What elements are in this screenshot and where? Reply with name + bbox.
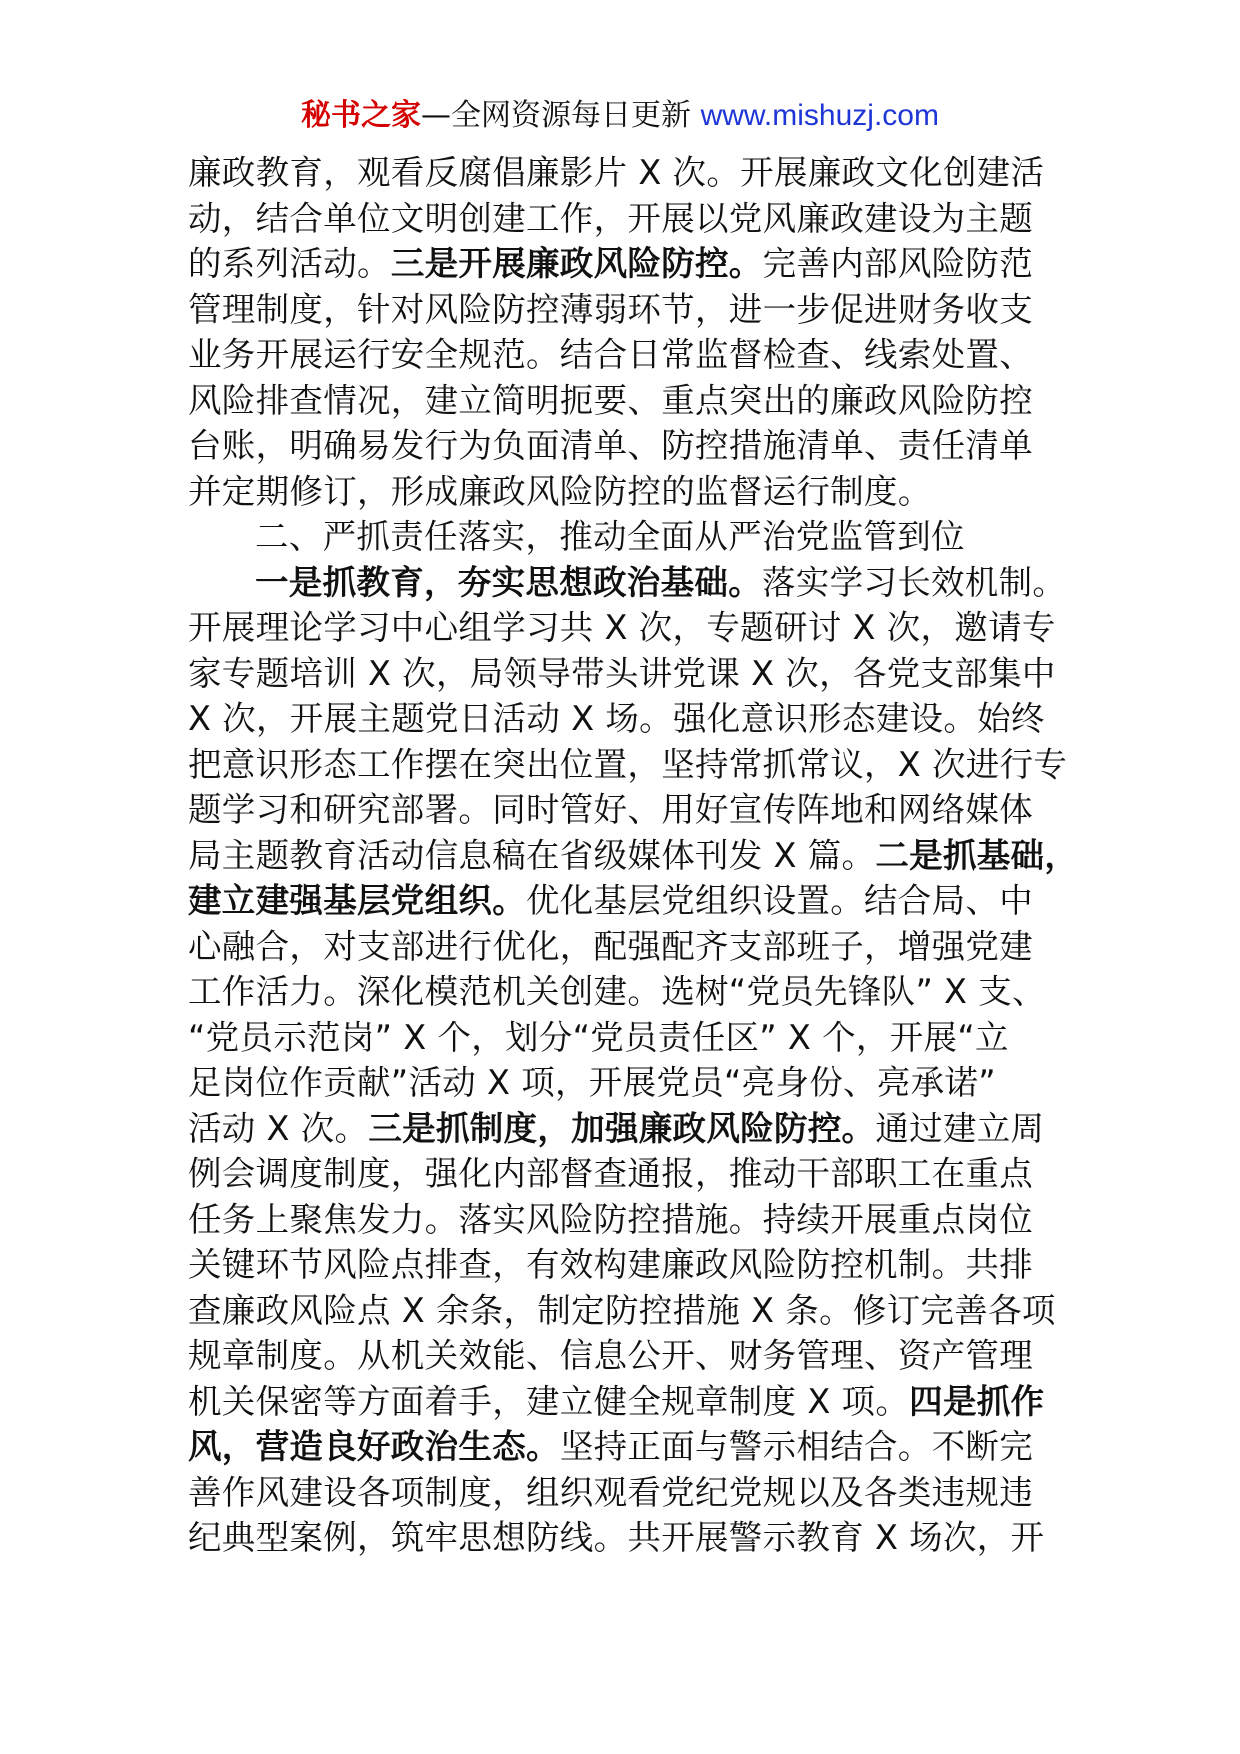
body-text-segment: 家专题培训 X 次，局领导带头讲党课 X 次，各党支部集中 xyxy=(188,653,1056,693)
paragraph-line xyxy=(188,241,1068,287)
paragraph-line xyxy=(188,924,1068,970)
body-text-segment: 足岗位作贡献”活动 X 项，开展党员“亮身份、亮承诺” xyxy=(188,1063,996,1102)
body-text-segment: 机关保密等方面着手，建立健全规章制度 X 项。 xyxy=(188,1381,910,1421)
paragraph-line xyxy=(188,1288,1068,1334)
paragraph-line xyxy=(188,1151,1068,1197)
body-text-segment: “党员示范岗” X 个，划分“党员责任区” X 个，开展“立 xyxy=(188,1017,1009,1057)
site-brand: 秘书之家 xyxy=(301,98,422,133)
body-text-segment: 纪典型案例，筑牢思想防线。共开展警示教育 X 场次，开 xyxy=(188,1518,1045,1557)
bold-heading-text: 四是抓作 xyxy=(909,1381,1045,1421)
bold-heading-text: 一是抓教育，夯实思想政治基础。 xyxy=(255,562,762,602)
paragraph-line xyxy=(188,1015,1068,1061)
paragraph-line xyxy=(188,1470,1068,1516)
paragraph-line xyxy=(188,150,1068,196)
body-text-segment: 把意识形态工作摆在突出位置，坚持常抓常议，X 次进行专 xyxy=(188,744,1068,784)
site-header xyxy=(0,96,1240,136)
body-text-segment: 并定期修订，形成廉政风险防控的监督运行制度。 xyxy=(188,471,932,511)
body-text-segment: 二、严抓责任落实，推动全面从严治党监管到位 xyxy=(255,517,965,556)
paragraph-line xyxy=(188,332,1068,378)
body-text-segment: 落实学习长效机制。 xyxy=(762,562,1067,602)
bold-heading-text: 二是抓基础， xyxy=(875,835,1079,875)
paragraph-line xyxy=(188,651,1068,697)
body-text-segment: 例会调度制度，强化内部督查通报，推动干部职工在重点 xyxy=(188,1154,1033,1193)
paragraph-line xyxy=(188,878,1068,924)
body-text-segment: 规章制度。从机关效能、信息公开、财务管理、资产管理 xyxy=(188,1336,1033,1375)
body-text-segment: 风险排查情况，建立简明扼要、重点突出的廉政风险防控 xyxy=(188,380,1033,420)
body-text-segment: 开展理论学习中心组学习共 X 次，专题研讨 X 次，邀请专 xyxy=(188,608,1056,647)
body-text-segment: 优化基层党组织设置。结合局、中 xyxy=(526,881,1033,920)
paragraph-line xyxy=(188,196,1068,242)
paragraph-line-indented xyxy=(188,514,1068,560)
bold-heading-text: 风，营造良好政治生态。 xyxy=(188,1427,560,1466)
paragraph-line-indented xyxy=(188,560,1068,606)
body-text-segment: 台账，明确易发行为负面清单、防控措施清单、责任清单 xyxy=(188,426,1033,465)
body-text-segment: 业务开展运行安全规范。结合日常监督检查、线索处置、 xyxy=(188,335,1033,374)
body-text-segment: 任务上聚焦发力。落实风险防控措施。持续开展重点岗位 xyxy=(188,1199,1033,1239)
paragraph-line xyxy=(188,605,1068,651)
paragraph-line xyxy=(188,1242,1068,1288)
bold-heading-text: 建立建强基层党组织。 xyxy=(188,881,526,920)
paragraph-line xyxy=(188,378,1068,424)
body-text-segment: 动，结合单位文明创建工作，开展以党风廉政建设为主题 xyxy=(188,198,1033,238)
body-text-segment: 的系列活动。 xyxy=(188,244,391,283)
body-text-segment: 查廉政风险点 X 余条，制定防控措施 X 条。修订完善各项 xyxy=(188,1290,1056,1330)
body-text-segment: 活动 X 次。 xyxy=(188,1108,369,1148)
site-tagline: 全网资源每日更新 xyxy=(451,98,692,133)
paragraph-line xyxy=(188,1424,1068,1470)
bold-heading-text: 三是开展廉政风险防控。 xyxy=(390,244,763,283)
body-text-segment: 通过建立周 xyxy=(875,1108,1045,1148)
paragraph-line xyxy=(188,833,1079,879)
document-body xyxy=(188,150,1079,1561)
body-text-segment: 题学习和研究部署。同时管好、用好宣传阵地和网络媒体 xyxy=(188,790,1033,829)
body-text-segment: 局主题教育活动信息稿在省级媒体刊发 X 篇。 xyxy=(188,835,876,875)
paragraph-line xyxy=(188,423,1068,469)
header-dash: — xyxy=(421,98,452,133)
body-text-segment: X 次，开展主题党日活动 X 场。强化意识形态建设。始终 xyxy=(188,699,1045,738)
paragraph-line xyxy=(188,1379,1068,1425)
body-text-segment: 廉政教育，观看反腐倡廉影片 X 次。开展廉政文化创建活 xyxy=(188,153,1045,192)
body-text-segment: 完善内部风险防范 xyxy=(762,244,1034,283)
site-url-link[interactable]: www.mishuzj.com xyxy=(700,99,939,132)
paragraph-line xyxy=(188,1515,1068,1561)
paragraph-line xyxy=(188,787,1068,833)
body-text-segment: 心融合，对支部进行优化，配强配齐支部班子，增强党建 xyxy=(188,926,1033,966)
paragraph-line xyxy=(188,469,1068,515)
body-text-segment: 管理制度，针对风险防控薄弱环节，进一步促进财务收支 xyxy=(188,289,1033,329)
paragraph-line xyxy=(188,1060,1068,1106)
paragraph-line xyxy=(188,1197,1068,1243)
body-text-segment: 关键环节风险点排查，有效构建廉政风险防控机制。共排 xyxy=(188,1245,1033,1284)
body-text-segment: 工作活力。深化模范机关创建。选树“党员先锋队” X 支、 xyxy=(188,972,1046,1011)
body-text-segment: 善作风建设各项制度，组织观看党纪党规以及各类违规违 xyxy=(188,1472,1033,1512)
paragraph-line xyxy=(188,742,1068,788)
paragraph-line xyxy=(188,287,1068,333)
bold-heading-text: 三是抓制度，加强廉政风险防控。 xyxy=(368,1108,876,1148)
body-text-segment: 坚持正面与警示相结合。不断完 xyxy=(559,1427,1034,1466)
paragraph-line xyxy=(188,1333,1068,1379)
paragraph-line xyxy=(188,696,1068,742)
paragraph-line xyxy=(188,1106,1068,1152)
paragraph-line xyxy=(188,969,1068,1015)
